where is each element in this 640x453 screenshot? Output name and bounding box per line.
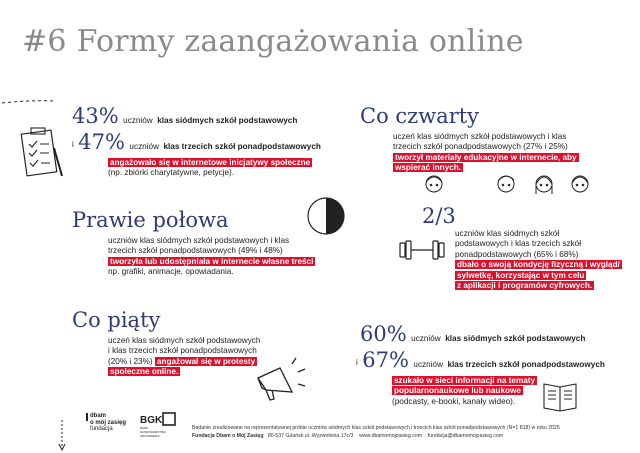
checklist-icon — [18, 126, 64, 182]
highlight: sylwetkę, korzystając w tym celu — [457, 270, 585, 280]
title-number: #6 — [22, 24, 67, 59]
highlight: tworzyła lub udostępniała w internecie własne treści — [110, 256, 314, 266]
body-text: uczeń klas siódmych szkół podstawowych i klas — [393, 132, 567, 141]
heading-two-thirds: 2/3 — [422, 204, 456, 228]
block1-body — [108, 158, 328, 179]
body-text: (20% i 23%) — [108, 356, 153, 366]
highlight: wspierać innych. — [395, 163, 461, 173]
block3-body — [108, 236, 323, 278]
body-text: (np. zbiórki charytatywne, petycje). — [108, 168, 235, 178]
stat-text-bold: klas siódmych szkół podstawowych — [445, 334, 586, 343]
conjunction: i — [72, 140, 74, 149]
logo-dbam — [90, 413, 126, 433]
book-icon — [540, 378, 580, 412]
heading-co-czwarty: Co czwarty — [360, 104, 480, 128]
body-text: uczniów klas siódmych szkół — [455, 229, 560, 238]
highlight: angażował się w protesty — [156, 356, 256, 366]
footer-web[interactable]: www.dbamomojzasieg.com — [359, 433, 423, 439]
stat-43: 43% — [72, 104, 119, 128]
highlight: dbało o swoją kondycję fizyczną i wygląd/ — [457, 260, 620, 270]
body-text: trzecich szkół ponadpodstawowych (27% i 25%) — [393, 142, 568, 152]
footer-email[interactable]: fundacja@dbamomojzasieg.com — [427, 433, 504, 439]
logo-text: BGK — [140, 415, 163, 426]
stat-text: uczniów — [411, 334, 441, 343]
logo-dbam-mark — [86, 413, 90, 421]
highlight: szukało w sieci informacji na tematy — [394, 376, 536, 385]
bgk-mark — [163, 413, 177, 427]
people-icon — [422, 172, 592, 202]
footer-org: Fundacja Dbam o Mój Zasięg — [192, 433, 264, 439]
stat-text: uczniów — [413, 360, 444, 369]
highlight: z aplikacji i programów cyfrowych. — [457, 281, 593, 291]
megaphone-icon — [252, 354, 308, 404]
logo-text: fundacja — [90, 426, 113, 433]
body-text: uczeń klas siódmych szkół podstawowych — [108, 336, 261, 345]
body-text: i klas trzecich szkół ponadpodstawowych — [108, 346, 257, 356]
stat-47: 47% — [78, 130, 125, 154]
stat-text-bold: klas siódmych szkół podstawowych — [157, 116, 298, 125]
dumbbell-icon — [398, 238, 446, 262]
stat-text: uczniów — [129, 142, 160, 151]
block2-body — [393, 132, 603, 174]
heading-prawie-polowa: Prawie połowa — [72, 208, 229, 232]
body-text: podstawowych i klas trzecich szkół — [455, 239, 582, 249]
body-text: uczniów klas siódmych szkół podstawowych i klas — [108, 236, 290, 245]
pie-icon — [306, 194, 346, 238]
body-text: trzecich szkół ponadpodstawowych (49% i 48%) — [108, 246, 283, 256]
heading-co-piaty: Co piąty — [72, 308, 161, 332]
highlight: społeczne online. — [110, 367, 179, 377]
block-60 — [360, 322, 640, 346]
stat-text-bold: klas trzecich szkół ponadpodstawowych — [163, 142, 321, 151]
logo-text: o mój zasięg — [90, 419, 127, 426]
block-43-47 — [72, 104, 372, 128]
block-47 — [72, 130, 372, 154]
body-text: np. grafiki, animacje, opowiadania. — [108, 267, 234, 277]
block-67 — [356, 348, 640, 372]
highlight: tworzył materiały edukacyjne w internecie, aby — [395, 152, 577, 162]
highlight: popularnonaukowe lub naukowe — [394, 386, 521, 396]
body-text: ponadpodstawowych (65% i 68%) — [455, 249, 579, 259]
stat-text-bold: klas trzecich szkół ponadpodstawowych — [447, 360, 605, 369]
block4-body — [455, 229, 635, 291]
footer-address: 80-537 Gdańsk ul. Wyzwolenia 17c/3 — [267, 433, 354, 439]
footer-contact — [192, 433, 632, 439]
stat-67: 67% — [362, 348, 409, 372]
logo-text: BANK GOSPODARSTWA KRAJOWEGO — [140, 426, 166, 438]
title-text: Formy zaangażowania online — [76, 24, 524, 59]
conjunction: i — [356, 358, 358, 367]
footer-note: Badanie zrealizowane na reprezentatywnej próbie uczniów siódmych klas szkół podstawowych i trzecich klas szkół ponadpodstawowych (N=1 818) w roku 2025 — [192, 425, 560, 431]
page-title — [22, 24, 534, 59]
body-text: (podcasty, e-booki, kanały wideo). — [392, 396, 516, 406]
block6-body — [392, 376, 562, 407]
stat-text: uczniów — [123, 116, 153, 125]
stat-60: 60% — [360, 322, 407, 346]
logo-text: dbam — [90, 413, 107, 419]
highlight: angażowało się w internetowe inicjatywy społeczne — [110, 158, 311, 167]
